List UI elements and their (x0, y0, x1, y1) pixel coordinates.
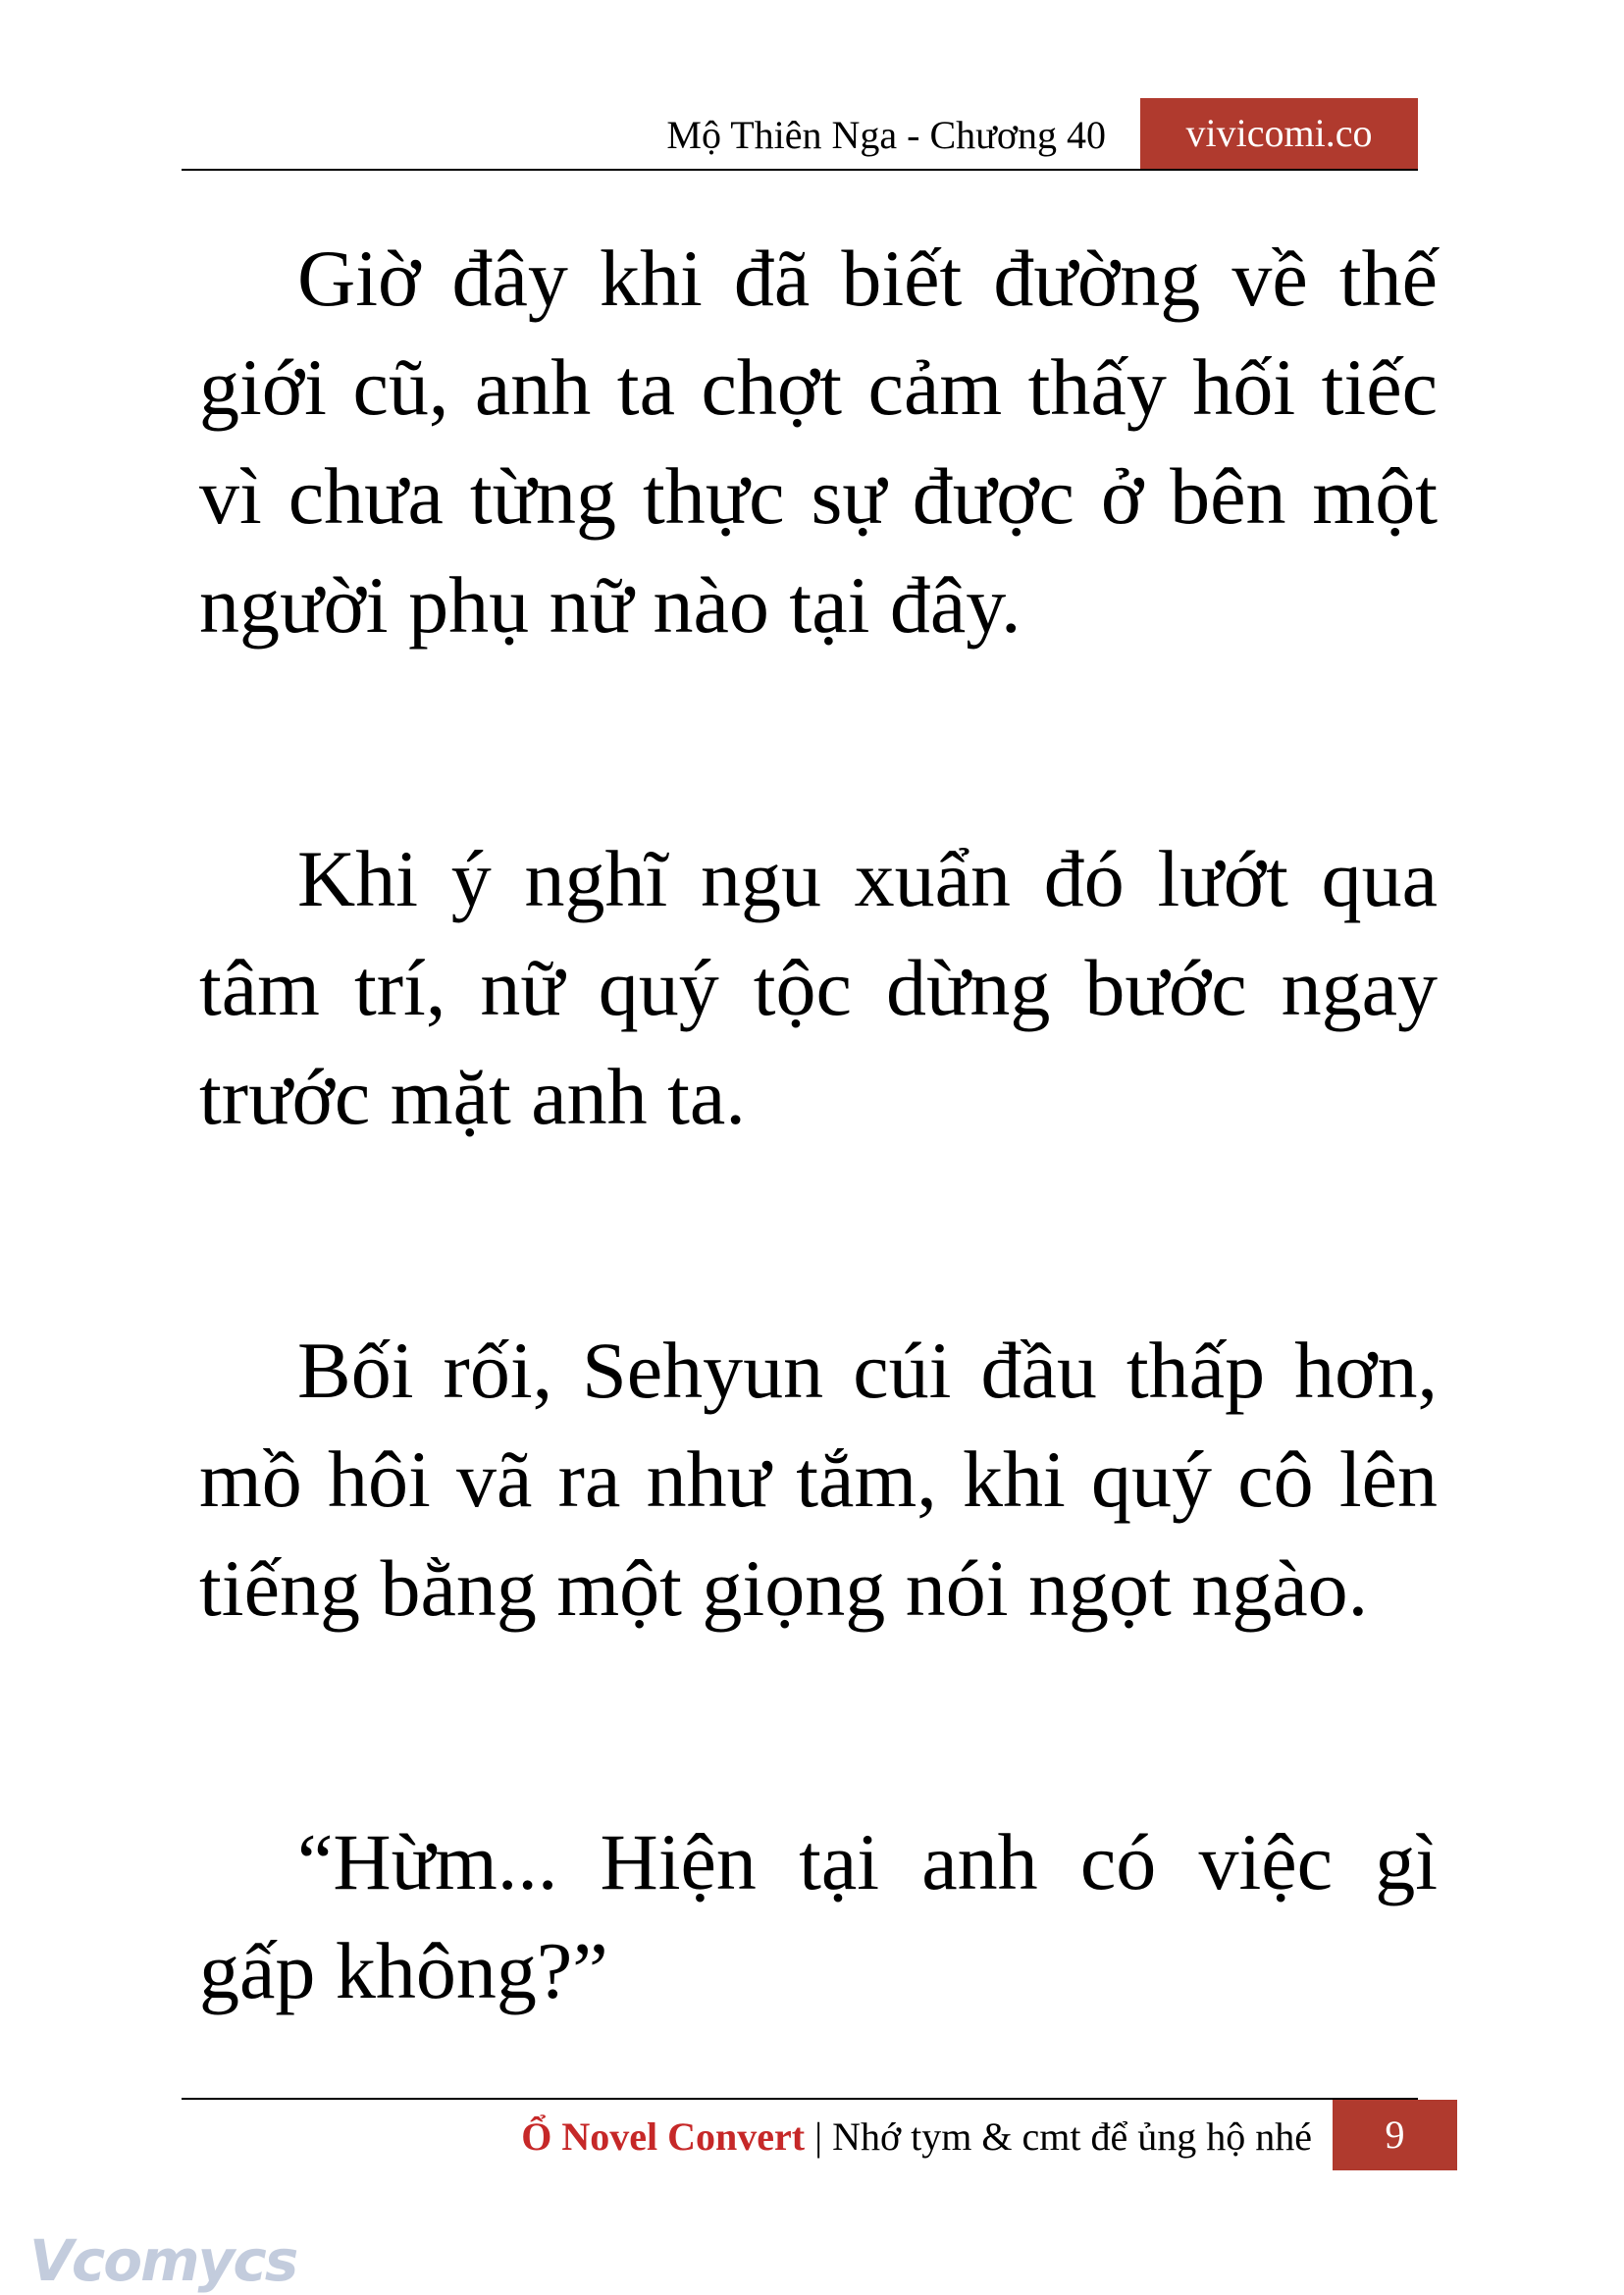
paragraph: Khi ý nghĩ ngu xuẩn đó lướt qua tâm trí, nữ quý tộc dừng bước ngay trước mặt anh ta. (199, 834, 1438, 1141)
paragraph: “Hừm... Hiện tại anh có việc gì gấp không?” (199, 1817, 1438, 2015)
page-footer (182, 2100, 1457, 2170)
paragraph: Bối rối, Sehyun cúi đầu thấp hơn, mồ hôi vã ra như tắm, khi quý cô lên tiếng bằng một giọng nói ngọt ngào. (199, 1326, 1438, 1633)
footer-text (521, 2112, 1312, 2163)
site-badge: vivicomi.co (1140, 98, 1418, 169)
header-divider (182, 169, 1418, 171)
watermark-logo: Vcomycs (29, 2227, 297, 2294)
footer-separator: | (805, 2114, 833, 2159)
footer-brand: Ổ Novel Convert (521, 2114, 806, 2159)
paragraph: Giờ đây khi đã biết đường về thế giới cũ, anh ta chợt cảm thấy hối tiếc vì chưa từng thực sự được ở bên một người phụ nữ nào tại đây. (199, 234, 1438, 650)
chapter-title: Mộ Thiên Nga - Chương 40 (666, 113, 1106, 157)
page-header (182, 98, 1418, 169)
footer-message: Nhớ tym & cmt để ủng hộ nhé (832, 2114, 1312, 2159)
page-number: 9 (1333, 2100, 1457, 2170)
chapter-body (199, 224, 1438, 2025)
